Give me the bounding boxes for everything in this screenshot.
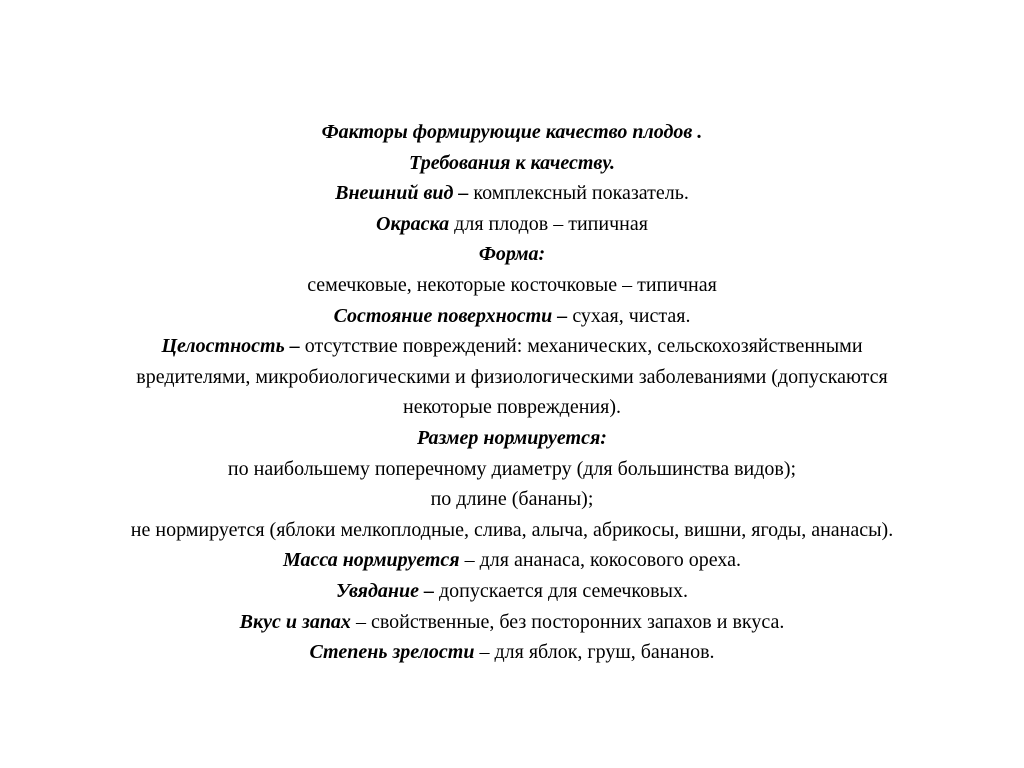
line-text: допускается для семечковых. xyxy=(438,579,688,602)
line-emphasis: Окраска xyxy=(376,212,455,235)
text-line xyxy=(0,117,1024,148)
text-line xyxy=(0,515,1024,546)
line-text: по наибольшему поперечному диаметру (для большинства видов); xyxy=(227,457,797,480)
line-text: – для ананаса, кокосового ореха. xyxy=(464,549,742,572)
line-text: сухая, чистая. xyxy=(572,304,691,327)
line-text: вредителями, микробиологическими и физиологическими заболеваниями (допускаются xyxy=(136,365,888,388)
line-text: – свойственные, без посторонних запахов и вкуса. xyxy=(355,610,785,633)
line-emphasis: Факторы формирующие качество плодов . xyxy=(321,121,703,143)
line-emphasis: Степень зрелости xyxy=(309,641,480,664)
line-text: не нормируется (яблоки мелкоплодные, слива, алыча, абрикосы, вишни, ягоды, ананасы). xyxy=(130,518,894,541)
line-text: некоторые повреждения). xyxy=(403,396,621,419)
text-line xyxy=(0,178,1024,209)
line-emphasis: Состояние поверхности – xyxy=(333,304,573,327)
text-line xyxy=(0,301,1024,332)
line-text: комплексный показатель. xyxy=(473,182,689,205)
line-text: по длине (бананы); xyxy=(430,488,594,511)
text-line xyxy=(0,392,1024,423)
line-text: семечковые, некоторые косточковые – типичная xyxy=(307,273,717,296)
text-line xyxy=(0,607,1024,638)
line-emphasis: Требования к качеству. xyxy=(409,151,615,174)
line-text: отсутствие повреждений: механических, сельскохозяйственными xyxy=(304,335,863,358)
text-line xyxy=(0,362,1024,393)
slide-text-block xyxy=(0,117,1024,668)
text-line xyxy=(0,270,1024,301)
line-emphasis: Целостность – xyxy=(161,335,305,358)
line-emphasis: Увядание – xyxy=(336,579,439,602)
text-line xyxy=(0,637,1024,668)
line-emphasis: Вкус и запах xyxy=(239,610,356,633)
text-line xyxy=(0,484,1024,515)
text-line xyxy=(0,545,1024,576)
text-line xyxy=(0,331,1024,362)
line-emphasis: Внешний вид – xyxy=(335,182,474,205)
text-line xyxy=(0,148,1024,179)
line-emphasis: Масса нормируется xyxy=(282,549,465,572)
text-line xyxy=(0,454,1024,485)
text-line xyxy=(0,239,1024,270)
line-text: – для яблок, груш, бананов. xyxy=(479,641,715,664)
text-line xyxy=(0,209,1024,240)
text-line xyxy=(0,576,1024,607)
line-text: для плодов – типичная xyxy=(454,212,648,235)
text-line xyxy=(0,423,1024,454)
line-emphasis: Форма: xyxy=(478,243,546,266)
line-emphasis: Размер нормируется: xyxy=(417,426,607,449)
